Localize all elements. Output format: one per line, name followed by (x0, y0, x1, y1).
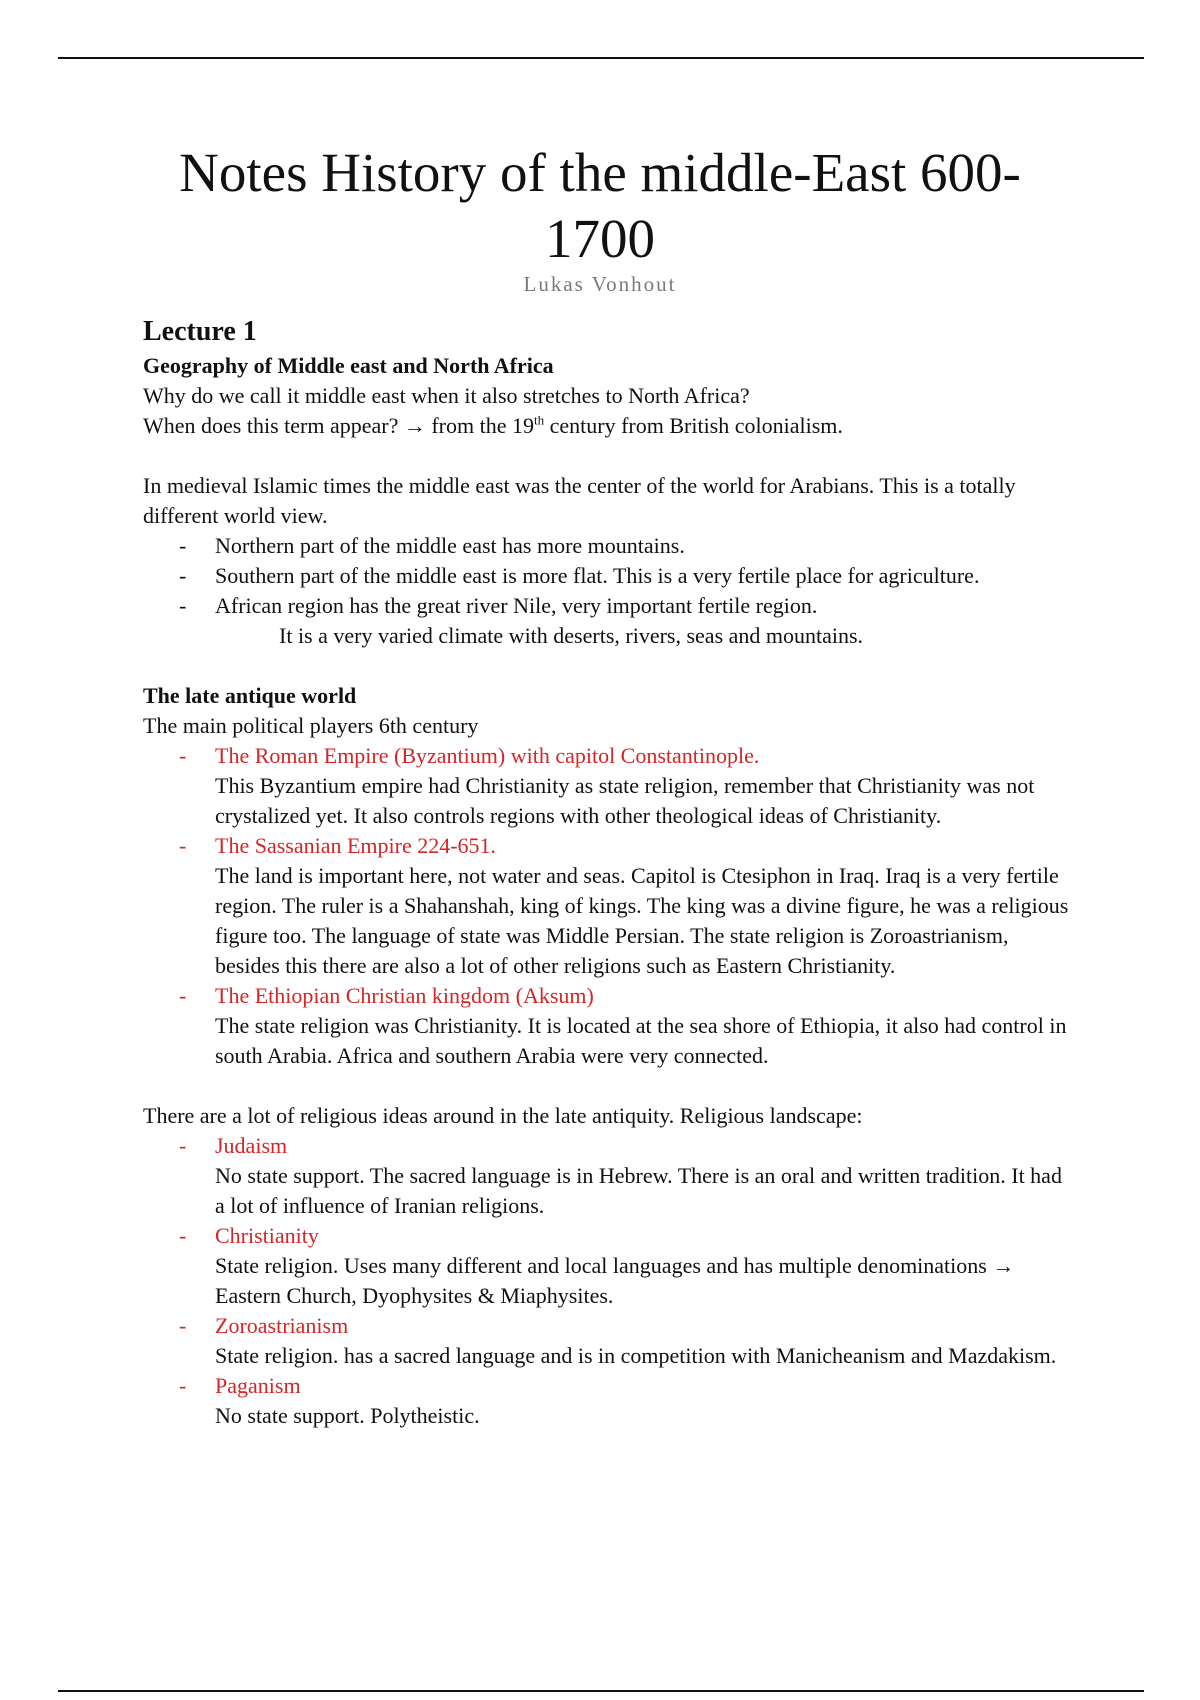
religion-name: Judaism (215, 1133, 288, 1158)
geography-question-1: Why do we call it middle east when it also stretches to North Africa? (143, 383, 750, 408)
lecture-heading: Lecture 1 (143, 316, 257, 347)
player-name: The Roman Empire (Byzantium) with capitol Constantinople. (215, 743, 760, 768)
document-title (0, 140, 1200, 272)
late-antique-heading: The late antique world (143, 683, 357, 708)
list-item: - Christianity State religion. Uses many different and local languages and has multiple denominations → Eastern Church, Dyophysites & Miaphysites. (143, 1221, 1073, 1311)
list-item: - Zoroastrianism State religion. has a sacred language and is in competition with Manicheanism and Mazdakism. (143, 1311, 1073, 1371)
header-rule (58, 57, 1144, 59)
list-item: - African region has the great river Nile, very important fertile region. (179, 593, 818, 618)
geography-question-2: When does this term appear? → from the 19th century from British colonialism. (143, 412, 843, 438)
player-description: The state religion was Christianity. It is located at the sea shore of Ethiopia, it also had control in south Arabia. Africa and southern Arabia were very connected. (215, 1013, 1067, 1068)
player-description: This Byzantium empire had Christianity as state religion, remember that Christianity was not crystalized yet. It also controls regions with other theological ideas of Christianity. (215, 773, 1035, 828)
footer-rule (58, 1690, 1144, 1692)
list-item: - Southern part of the middle east is more flat. This is a very fertile place for agriculture. (179, 563, 980, 588)
geography-heading: Geography of Middle east and North Africa (143, 353, 554, 378)
document-title-line-1: Notes History of the middle-East 600- (179, 142, 1021, 203)
religion-name: Zoroastrianism (215, 1313, 349, 1338)
player-name: The Sassanian Empire 224-651. (215, 833, 497, 858)
religion-description: State religion. Uses many different and local languages and has multiple denominations → Eastern Church, Dyophysites & Miaphysites. (215, 1253, 1015, 1308)
document-title-line-2: 1700 (545, 208, 655, 269)
list-item: - Judaism No state support. The sacred language is in Hebrew. There is an oral and written tradition. It had a lot of influence of Iranian religions. (143, 1131, 1073, 1221)
religion-description: No state support. The sacred language is in Hebrew. There is an oral and written tradition. It had a lot of influence of Iranian religions. (215, 1163, 1062, 1218)
late-antique-intro: The main political players 6th century (143, 713, 479, 738)
religions-list (143, 1131, 1073, 1431)
list-item: - Paganism No state support. Polytheistic. (143, 1371, 1073, 1431)
list-item: - The Sassanian Empire 224-651. The land is important here, not water and seas. Capitol is Ctesiphon in Iraq. Iraq is a very fertile region. The ruler is a Shahanshah, king of kings. The king was a divine figure, he was a religious figure too. The language of state was Middle Persian. The state religion is Zoroastrianism, besides this there are also a lot of other religions such as Eastern Christianity. (143, 831, 1073, 981)
religion-intro: There are a lot of religious ideas around in the late antiquity. Religious landscape: (143, 1103, 863, 1128)
geography-bullet-list (143, 531, 1073, 621)
religion-description: State religion. has a sacred language and is in competition with Manicheanism and Mazdakism. (215, 1343, 1057, 1368)
document-body (143, 313, 1073, 1431)
list-item: - Northern part of the middle east has more mountains. (179, 533, 685, 558)
political-players-list (143, 741, 1073, 1071)
religion-name: Paganism (215, 1373, 301, 1398)
religion-description: No state support. Polytheistic. (215, 1403, 480, 1428)
list-item: - The Ethiopian Christian kingdom (Aksum) The state religion was Christianity. It is located at the sea shore of Ethiopia, it also had control in south Arabia. Africa and southern Arabia were very connected. (143, 981, 1073, 1071)
list-item: - The Roman Empire (Byzantium) with capitol Constantinople. This Byzantium empire had Christianity as state religion, remember that Christianity was not crystalized yet. It also controls regions with other theological ideas of Christianity. (143, 741, 1073, 831)
religion-name: Christianity (215, 1223, 319, 1248)
player-description: The land is important here, not water and seas. Capitol is Ctesiphon in Iraq. Iraq is a very fertile region. The ruler is a Shahanshah, king of kings. The king was a divine figure, he was a religious figure too. The language of state was Middle Persian. The state religion is Zoroastrianism, besides this there are also a lot of other religions such as Eastern Christianity. (215, 863, 1069, 978)
player-name: The Ethiopian Christian kingdom (Aksum) (215, 983, 594, 1008)
geography-paragraph: In medieval Islamic times the middle east was the center of the world for Arabians. This is a totally different world view. (143, 473, 1016, 528)
climate-note: It is a very varied climate with deserts, rivers, seas and mountains. (279, 623, 864, 648)
author-name: Lukas Vonhout (523, 272, 677, 296)
